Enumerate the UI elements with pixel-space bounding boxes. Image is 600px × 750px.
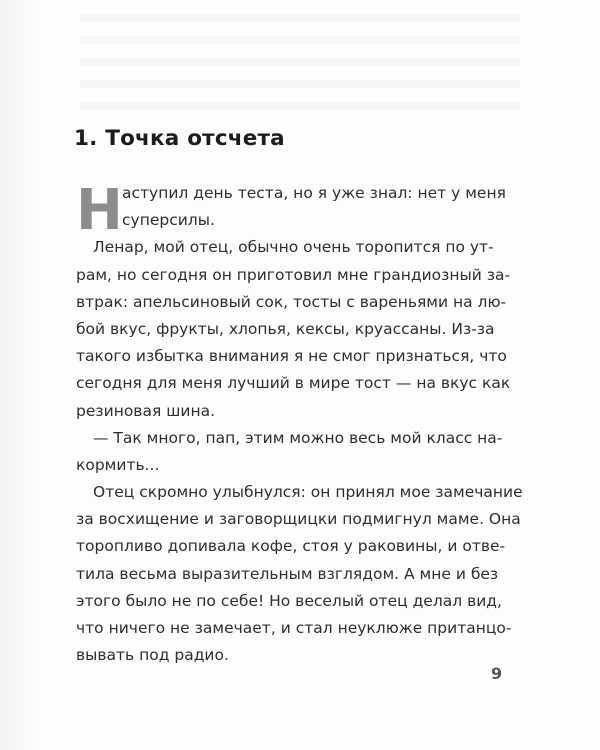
text-line: Ленар, мой отец, обычно очень торопится по ут- (93, 238, 494, 257)
text-line: торопливо допивала кофе, стоя у раковины, и отве- (76, 537, 506, 556)
text-line: резиновая шина. (76, 401, 216, 420)
text-line: тила весьма выразительным взглядом. А мне и без (76, 564, 499, 583)
text-line: сегодня для меня лучший в мире тост — на вкус как (76, 374, 511, 393)
text-line: такого избытка внимания я не смог признаться, что (76, 347, 507, 366)
body-text (76, 180, 523, 669)
text-line: этого было не по себе! Но веселый отец делал вид, (76, 591, 502, 610)
text-line: втрак: апельсиновый сок, тосты с вареньями на лю- (76, 292, 507, 311)
text-line: вывать под радио. (76, 646, 229, 665)
text-line: бой вкус, фрукты, хлопья, кексы, круассаны. Из-за (76, 319, 495, 338)
text-line: аступил день теста, но я уже знал: нет у меня (122, 184, 506, 202)
chapter-title: 1. Точка отсчета (74, 126, 285, 151)
text-line: что ничего не замечает, и стал неуклюже пританцо- (76, 619, 512, 637)
text-line: рам, но сегодня он приготовил мне грандиозный за- (76, 265, 511, 284)
text-line: — Так много, пап, этим можно весь мой класс на- (93, 428, 503, 447)
text-line: за восхищение и заговорщицки подмигнул маме. Она (76, 510, 521, 529)
text-line: Отец скромно улыбнулся: он принял мое замечание (93, 483, 523, 502)
show-through-text (80, 0, 520, 120)
drop-cap-letter: Н (76, 178, 123, 243)
text-line: суперсилы. (122, 211, 215, 230)
text-line: кормить... (76, 455, 160, 474)
page-number: 9 (491, 664, 503, 683)
page-gutter-shadow (0, 0, 40, 750)
